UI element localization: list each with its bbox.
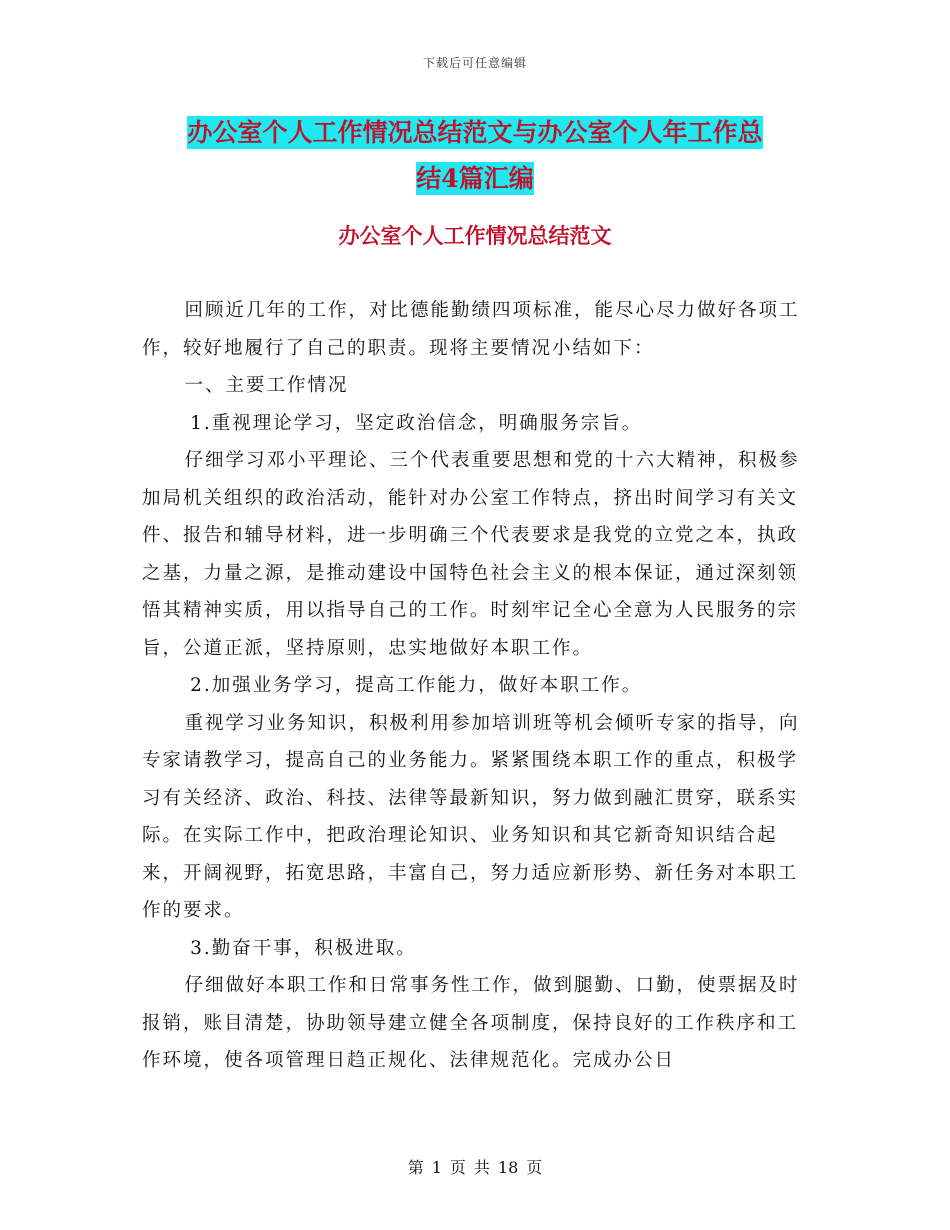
footer-total-pages: 18 bbox=[497, 1158, 519, 1177]
document-title-line-1: 办公室个人工作情况总结范文与办公室个人年工作总 bbox=[187, 118, 763, 147]
footer-page-word: 页 bbox=[449, 1158, 466, 1177]
subheading-3: 3.勤奋干事，积极进取。 bbox=[190, 937, 417, 959]
footer-current-page: 1 bbox=[431, 1158, 442, 1177]
footer-total-word: 共 bbox=[473, 1158, 490, 1177]
subheading-2: 2.加强业务学习，提高工作能力，做好本职工作。 bbox=[190, 675, 643, 696]
section-title: 办公室个人工作情况总结范文 bbox=[338, 223, 612, 248]
paragraph-business-study: 重视学习业务知识，积极利用参加培训班等机会倾听专家的指导，向专家请教学习，提高自己的业务能力。紧紧围绕本职工作的重点，积极学习有关经济、政治、科技、法律等最新知识，努力做到融汇贯穿，联系实际。在实际工作中，把政治理论知识、业务知识和其它新奇知识结合起来，开阔视野，拓宽思路，丰富自己，努力适应新形势、新任务对本职工作的要求。 bbox=[142, 712, 800, 921]
subheading-1: 1.重视理论学习，坚定政治信念，明确服务宗旨。 bbox=[190, 412, 643, 434]
paragraph-diligent-work: 仔细做好本职工作和日常事务性工作，做到腿勤、口勤，使票据及时报销，账目清楚，协助领导建立健全各项制度，保持良好的工作秩序和工作环境，使各项管理日趋正规化、法律规范化。完成办公日 bbox=[142, 975, 800, 1071]
document-title bbox=[0, 110, 950, 202]
paragraph-intro: 回顾近几年的工作，对比德能勤绩四项标准，能尽心尽力做好各项工作，较好地履行了自己的职责。现将主要情况小结如下： bbox=[142, 300, 800, 359]
header-note: 下载后可任意编辑 bbox=[422, 56, 527, 70]
page-footer bbox=[0, 1155, 950, 1178]
document-title-line-2: 结4篇汇编 bbox=[416, 164, 534, 193]
footer-prefix: 第 bbox=[407, 1158, 424, 1177]
heading-main-work: 一、主要工作情况 bbox=[184, 375, 349, 396]
paragraph-theory-study: 仔细学习邓小平理论、三个代表重要思想和党的十六大精神，积极参加局机关组织的政治活动，能针对办公室工作特点，挤出时间学习有关文件、报告和辅导材料，进一步明确三个代表要求是我党的立党之本，执政之基，力量之源，是推动建设中国特色社会主义的根本保证，通过深刻领悟其精神实质，用以指导自己的工作。时刻牢记全心全意为人民服务的宗旨，公道正派，坚持原则，忠实地做好本职工作。 bbox=[142, 450, 800, 659]
document-body bbox=[142, 292, 810, 1080]
footer-suffix: 页 bbox=[526, 1158, 543, 1177]
